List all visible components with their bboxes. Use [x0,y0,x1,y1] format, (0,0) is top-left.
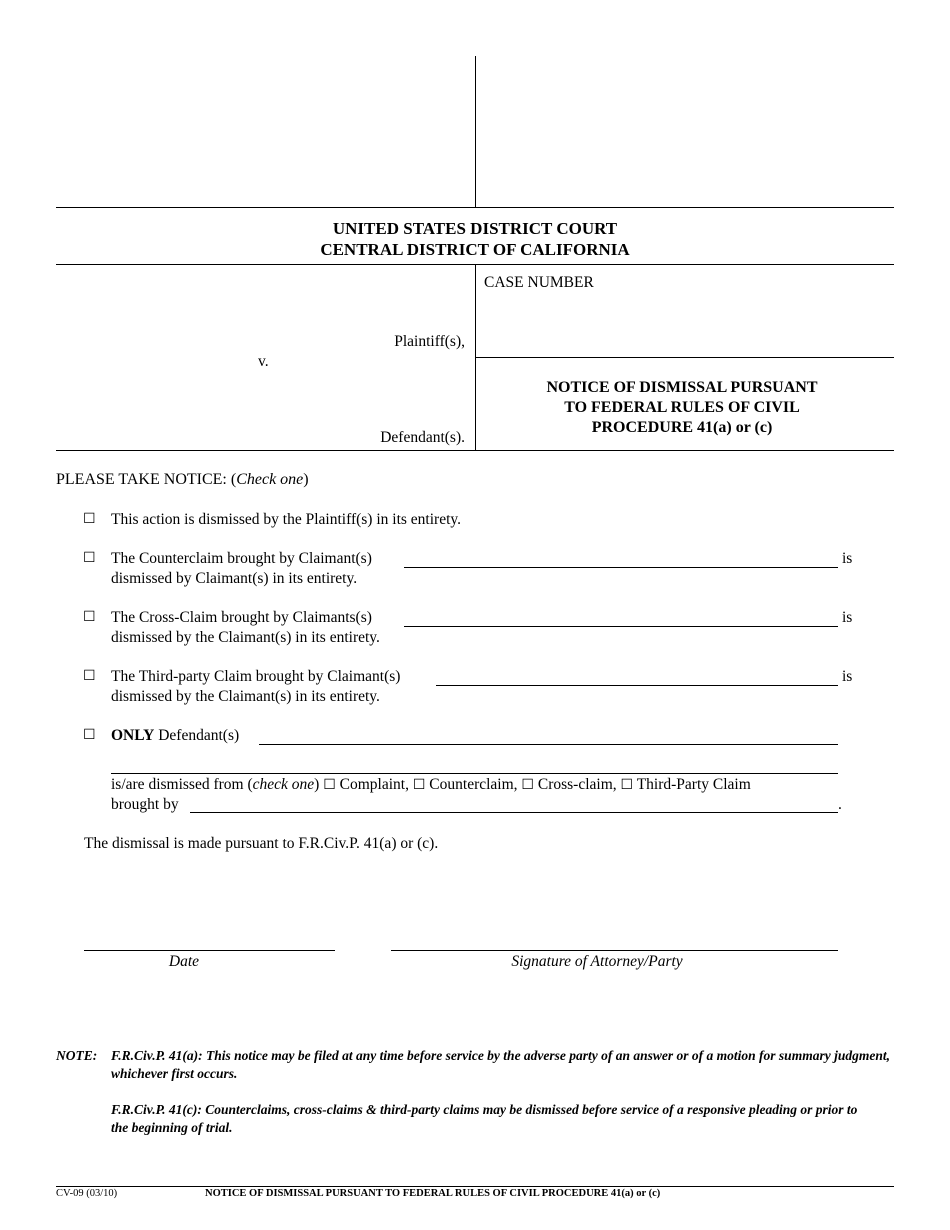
option-3-text-cont: dismissed by the Claimant(s) in its entirety. [111,629,380,646]
third-party-claimant-field[interactable] [436,685,838,686]
complaint-checkbox[interactable]: ☐ [323,777,336,793]
option-2-checkbox[interactable]: ☐ [83,550,96,566]
document-title-line-2: TO FEDERAL RULES OF CIVIL [564,399,800,416]
footer-title: NOTICE OF DISMISSAL PURSUANT TO FEDERAL RULES OF CIVIL PROCEDURE 41(a) or (c) [205,1188,661,1199]
third-party-claim-checkbox[interactable]: ☐ [620,777,634,793]
complaint-label: Complaint, [339,776,409,793]
option-2-text-cont: dismissed by Claimant(s) in its entirety. [111,570,358,587]
dismissed-from-line [111,776,751,794]
option-4-is: is [842,668,853,685]
notice-suffix: ) [303,471,309,488]
header-rule-top [56,207,894,208]
dismissed-from-check-one: check one [252,776,315,793]
counterclaim-claimant-field[interactable] [404,567,838,568]
notice-check-one: Check one [236,471,304,488]
cross-claim-claimant-field[interactable] [404,626,838,627]
caption-rule-bottom [56,450,894,451]
option-3-text: The Cross-Claim brought by Claimants(s) [111,609,372,626]
case-number-rule [476,357,894,358]
option-5-checkbox[interactable]: ☐ [83,727,96,743]
attorney-block-divider [475,56,476,208]
note-paragraph-1: F.R.Civ.P. 41(a): This notice may be filed at any time before service by the adverse party of an answer or of a motion for summary judgment, whichever first occurs. [111,1048,890,1081]
date-label: Date [168,953,200,970]
defendant-label: Defendant(s). [380,429,465,446]
court-name [56,218,894,260]
option-4-text-cont: dismissed by the Claimant(s) in its entirety. [111,688,380,705]
option-1-text: This action is dismissed by the Plaintiff(s) in its entirety. [111,511,462,528]
dismissed-from-prefix: is/are dismissed from ( [111,776,253,793]
note-paragraph-2: F.R.Civ.P. 41(c): Counterclaims, cross-claims & third-party claims may be dismissed before service of a responsive pleading or prior to the beginning of trial. [111,1102,858,1135]
option-2-text: The Counterclaim brought by Claimant(s) [111,550,372,567]
plaintiff-label: Plaintiff(s), [394,333,465,350]
signature-field[interactable] [391,950,838,951]
option-2-is: is [842,550,853,567]
counterclaim-label: Counterclaim, [429,776,518,793]
third-party-claim-label: Third-Party Claim [636,776,751,793]
cross-claim-checkbox[interactable]: ☐ [521,777,534,793]
notice-prefix: PLEASE TAKE NOTICE: ( [56,471,237,488]
case-number-label: CASE NUMBER [484,274,594,291]
option-1-checkbox[interactable]: ☐ [83,511,96,527]
footer-form-id: CV-09 (03/10) [56,1188,118,1199]
option-5-text [111,727,239,745]
brought-by-field[interactable] [190,812,838,813]
option-4-checkbox[interactable]: ☐ [83,668,96,684]
document-title-line-3: PROCEDURE 41(a) or (c) [591,419,773,436]
court-line-2: CENTRAL DISTRICT OF CALIFORNIA [320,240,630,259]
option-4-text: The Third-party Claim brought by Claimant(s) [111,668,401,685]
option-5-defendants: Defendant(s) [154,727,240,744]
option-5-only: ONLY [111,727,155,744]
only-defendants-field[interactable] [259,744,838,745]
versus-label: v. [258,353,269,370]
document-title [476,378,888,438]
signature-label: Signature of Attorney/Party [511,953,683,970]
dismissed-from-suffix: ) [314,776,320,793]
counterclaim-checkbox[interactable]: ☐ [412,777,426,793]
date-field[interactable] [84,950,335,951]
only-defendants-field-2[interactable] [111,773,838,774]
cross-claim-label: Cross-claim, [537,776,617,793]
brought-by-label: brought by [111,796,179,813]
pursuant-statement: The dismissal is made pursuant to F.R.Civ.P. 41(a) or (c). [84,835,439,852]
please-take-notice [56,471,309,489]
document-title-line-1: NOTICE OF DISMISSAL PURSUANT [546,379,818,396]
option-3-checkbox[interactable]: ☐ [83,609,96,625]
brought-by-period: . [838,796,842,813]
case-number-field[interactable] [480,294,890,354]
footer-rule [56,1186,894,1187]
note-label: NOTE: [56,1048,98,1063]
court-line-1: UNITED STATES DISTRICT COURT [332,219,618,238]
option-3-is: is [842,609,853,626]
